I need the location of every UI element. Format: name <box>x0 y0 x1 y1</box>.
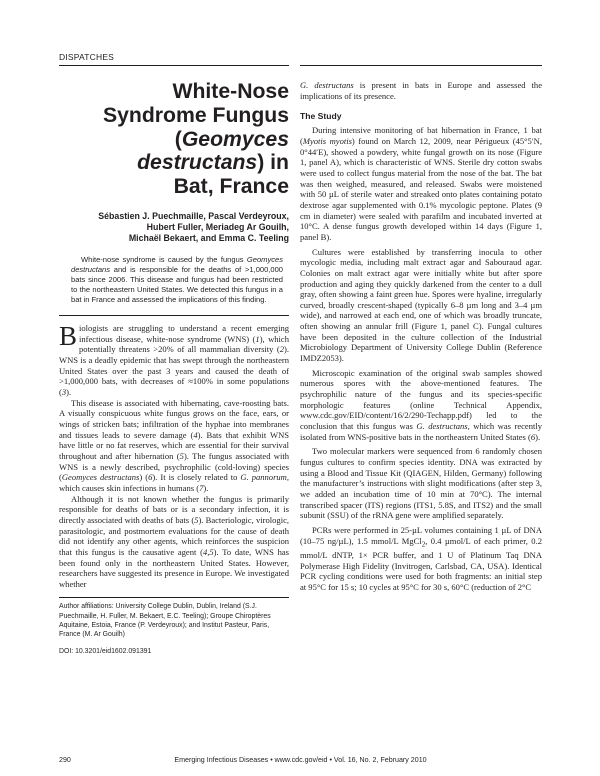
text: ). It is closely related to <box>152 472 241 483</box>
reference: 5 <box>179 450 184 461</box>
body-paragraph <box>300 368 542 443</box>
text: ), which potentially threatens >20% of all mammalian diversity ( <box>79 333 289 355</box>
species-name: G. destructans <box>300 80 354 90</box>
subscript: 2 <box>421 540 426 549</box>
text: ) ( <box>139 472 149 483</box>
text: Microscopic examination of the original swab samples showed numerous spores with the above-mentioned features. The psychrophilic nature of the fungus and its species-specific morphologic features (online Technical Appendix, www.cdc.gov/EID/content/16/2/290-Techapp.pdf) led to the conclusion that this fungus was <box>300 367 542 432</box>
reference: 1 <box>255 333 260 344</box>
section-heading: The Study <box>300 111 342 122</box>
text: , 0.4 µmol/L of each primer, 0.2 mmol/L dNTP, 1× PCR buffer, and 1 U of Platinum Taq DNA Polymerase High Fidelity (Invitrogen, Carlsbad, CA, USA). Identical PCR cycling conditions were used for both fragments: an initial step at 95°C for 15 s; 10 cycles at 95°C for 30 s, 60°C (reduction of 2°C <box>300 535 542 592</box>
species-name: G. destructans <box>416 421 468 432</box>
text: ). <box>66 387 72 397</box>
text: PCRs were performed in 25-µL volumes containing 1 µL of DNA (10–75 ng/µL), 1.5 mmol/L MgCl <box>300 524 542 546</box>
species-name: G. pannorum <box>240 472 287 483</box>
title-line: Bat, France <box>173 175 289 199</box>
left-column <box>59 80 289 655</box>
title-genus: Geomyces <box>181 127 289 151</box>
abstract-rule <box>59 315 289 316</box>
abstract-text: and is responsible for the deaths of >1,000,000 bats since 2006. This disease and fungus had been restricted to the northeastern United States. We detected this fungus in a bat in France and assessed the implications of this finding. <box>71 264 283 304</box>
text: ). <box>535 431 541 442</box>
reference: 3 <box>61 387 67 397</box>
title-species: destructans <box>137 151 258 175</box>
text: Although it is not known whether the fungus is primarily responsible for deaths of bats or is a secondary infection, it is directly associated with deaths of bats ( <box>59 493 289 525</box>
reference: 6 <box>148 472 153 483</box>
header-rule-right <box>300 65 542 66</box>
authors-line: Hubert Fuller, Meriadeg Ar Gouilh, <box>146 222 289 233</box>
reference: 4,5 <box>202 546 214 557</box>
text: ) found on March 12, 2009, near Périgueux (45°5′N, 0°44′E), showed a powdery, white fungal growth on its nose (Figure 1, panel A), which is characteristic of WNS. Sterile dry cotton swabs were used to collect fungus material from the nose of the bat. The bat was then weighed, measured, and released. Swabs were moistened with 50 µL of sterile water and streaked onto plates containing potato dextrose agar supplemented with 0.1% mycologic peptone. Plates (9 cm in diameter) were sealed with parafilm and incubated inverted at 10°C. A dense fungus growth developed within 14 days (Figure 1, panel B). <box>300 135 542 242</box>
title-line: ) in <box>257 151 289 175</box>
body-paragraph <box>59 398 289 494</box>
text: ). To date, WNS has been found only in the northeastern United States. However, researchers have suggested its presence in Europe. We investigated whether <box>59 546 289 589</box>
left-body <box>59 323 289 589</box>
journal-citation: Emerging Infectious Diseases • www.cdc.gov/eid • Vol. 16, No. 2, February 2010 <box>174 756 427 764</box>
text: ). Bacteriologic, virologic, parasitologic, and postmortem evaluations for the cause of death did not identify any other agents, which reinforces the suspicion that this fungus is the causative agent ( <box>59 514 289 557</box>
article-title <box>59 80 289 199</box>
text: ). Bats that exhibit WNS have little or no fat reserves, which are essential for their survival throughout and after hibernation ( <box>59 429 289 461</box>
body-paragraph: Cultures were established by transferring inocula to other mycologic media, including malt extract agar and Sabouraud agar. Colonies on malt extract agar were initially white but after spore production and aging they quickly darkened from the center to a dull gray, often showing a faint green hue. Spores were hyaline, irregularly curved, broadly crescent-shaped (typically 6–8 µm long and 3–4 µm wide), and narrowed at each end, one of which was broadly truncate, often showing an annular frill (Figure 1, panel C). Fungal cultures have been deposited in the culture collection of the Industrial Microbiology Department of University College Dublin (Reference IMDZ2053). <box>300 246 542 364</box>
header-rule-left <box>59 65 289 66</box>
body-paragraph <box>300 525 542 593</box>
body-paragraph <box>59 323 289 398</box>
text: ). WNS is a deadly epidemic that has swept through the northeastern United States over the past 3 years and caused the death of >1,000,000 bats, with decreases of ≈100% in some populations ( <box>59 344 289 397</box>
species-name: Myotis myotis <box>302 135 352 146</box>
abstract <box>71 255 283 305</box>
body-paragraph <box>59 494 289 590</box>
abstract-text: White-nose syndrome is caused by the fungus <box>81 254 247 264</box>
text: This disease is associated with hibernating, cave-roosting bats. A visually conspicuous white fungus grows on the face, ears, or wings of stricken bats; infiltration of the hyphae into membranes and tissues leads to severe damage ( <box>59 397 289 440</box>
drop-cap: B <box>59 321 78 352</box>
right-body <box>300 80 542 593</box>
species-name: Geomyces destructans <box>61 472 140 483</box>
authors-line: Michaël Bekaert, and Emma C. Teeling <box>128 233 289 244</box>
doi: DOI: 10.3201/eid1602.091391 <box>59 648 152 656</box>
right-column <box>300 80 542 593</box>
text: During intensive monitoring of bat hibernation in France, 1 bat ( <box>300 125 542 146</box>
text: ). <box>203 482 209 493</box>
title-line: White-Nose <box>172 80 289 103</box>
text: , which was recently isolated from WNS-positive bats in the northeastern United States ( <box>300 421 543 442</box>
text: ). The fungus associated with WNS is a newly described, psychrophilic (cold-loving) species ( <box>59 450 290 483</box>
section-label: DISPATCHES <box>59 52 115 62</box>
reference: 6 <box>530 431 536 442</box>
reference: 7 <box>199 482 204 493</box>
page-number: 290 <box>59 756 71 764</box>
title-paren: ( <box>174 127 182 151</box>
body-paragraph: Two molecular markers were sequenced from 6 randomly chosen fungus cultures to confirm species identity. DNA was extracted by using a Blood and Tissue Kit (QIAGEN, Hilden, Germany) following the manufacturer’s instructions with slight modifications (after step 3, we added an incubation time of 10 min at 70°C). The internal transcribed spacer (ITS) regions (ITS1, 5.8S, and ITS2) and the small subunit (SSU) of the rRNA gene were amplified separately. <box>300 446 542 521</box>
author-list <box>59 211 289 245</box>
text: is present in bats in Europe and assessed the implications of its presence. <box>300 80 542 101</box>
authors-line: Sébastien J. Puechmaille, Pascal Verdeyroux, <box>98 210 289 221</box>
text: iologists are struggling to understand a recent emerging infectious disease, white-nose syndrome (WNS) ( <box>79 323 289 344</box>
title-line: Syndrome Fungus <box>103 103 289 127</box>
author-affiliations: Author affiliations: University College Dublin, Dublin, Ireland (S.J. Puechmaille, H. Fuller, M. Bekaert, E.C. Teeling); Groupe Chiroptères Aquitaine, Estoia, France (P. Verdeyroux); and Institut Pasteur, Paris, France (M. Ar Gouilh) <box>59 603 271 639</box>
text: , which causes skin infections in humans ( <box>59 472 289 493</box>
reference: 4 <box>193 429 198 440</box>
abstract-species: Geomyces destructans <box>71 254 283 274</box>
affiliation-rule <box>59 597 289 598</box>
reference: 5 <box>194 514 199 525</box>
body-paragraph <box>300 125 542 242</box>
body-paragraph <box>300 80 542 101</box>
reference: 2 <box>279 344 285 355</box>
